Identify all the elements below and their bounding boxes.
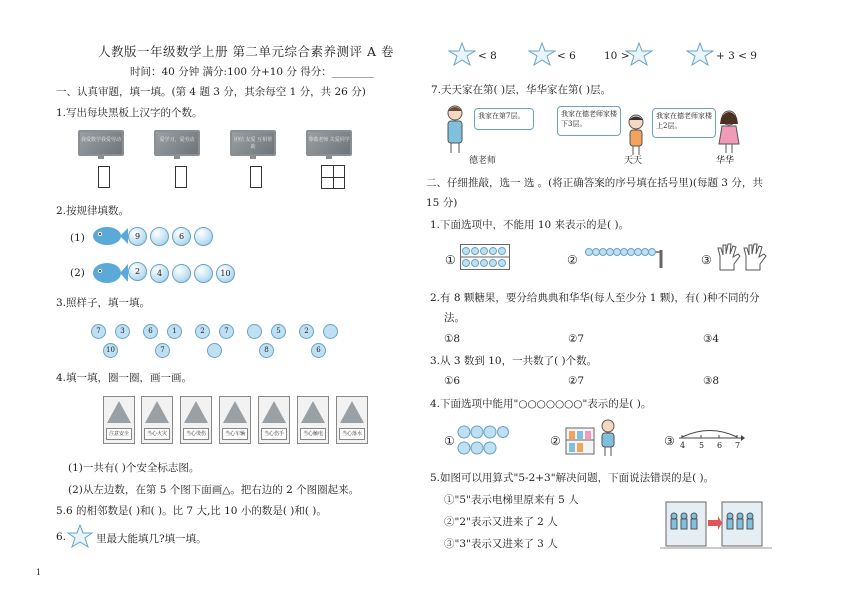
q2-row1-label: (1) xyxy=(70,232,85,244)
star-icon xyxy=(528,42,556,66)
teacher-figure xyxy=(440,103,470,155)
safety-sign: 注意安全 xyxy=(103,396,135,444)
safety-sign: 当心触电 xyxy=(297,396,329,444)
section-1-heading: 一、认真审题，填一填。(第 4 题 3 分，其余每空 1 分，共 26 分) xyxy=(56,86,366,98)
r1-option-1[interactable]: ① xyxy=(445,253,456,267)
balloon: 7 xyxy=(91,324,106,339)
question-6-number: 6. xyxy=(56,531,67,543)
question-4-2: (2)从左边数，在第 5 个图下面画△。把右边的 2 个图圈起来。 xyxy=(68,484,360,496)
balloon: 3 xyxy=(115,324,130,339)
boy-figure xyxy=(622,112,650,156)
question-5: 5.6 的相邻数是( )和( )。比 7 大,比 10 小的数是( )和( )。 xyxy=(56,505,327,517)
safety-sign: 当心烫伤 xyxy=(180,396,212,444)
r3-option-1[interactable]: ①6 xyxy=(444,375,461,387)
bubble[interactable] xyxy=(194,227,213,246)
bubble: 2 xyxy=(128,262,147,281)
blackboard-4: 尊敬老师 关爱同学 xyxy=(306,130,352,156)
fish-icon xyxy=(90,224,128,248)
star-icon xyxy=(67,524,93,548)
r3-option-3[interactable]: ③8 xyxy=(703,375,720,387)
safety-sign: 当心伤手 xyxy=(258,396,290,444)
balloon: 7 xyxy=(219,324,234,339)
question-4: 4.填一填，圈一圈，画一画。 xyxy=(56,372,193,384)
axis-tick-7: 7 xyxy=(735,441,741,450)
r5-option-1[interactable]: ①"5"表示电梯里原来有 5 人 xyxy=(444,494,579,506)
question-6: 里最大能填几?填一填。 xyxy=(96,533,207,545)
balloon: 2 xyxy=(195,324,210,339)
star-icon xyxy=(625,42,653,66)
axis-tick-4: 4 xyxy=(680,441,686,450)
answer-box-3[interactable] xyxy=(250,166,262,188)
question-2: 2.按规律填数。 xyxy=(56,205,130,217)
section-2-heading: 二、仔细推敲，选一 选 。(将正确答案的序号填在括号里)(每题 3 分，共 xyxy=(426,177,763,189)
number-line-icon xyxy=(677,428,745,442)
q2-row2-label: (2) xyxy=(70,267,85,279)
name-huahua: 华华 xyxy=(716,156,735,166)
star-icon xyxy=(686,42,714,66)
choice-question-1: 1.下面选项中，不能用 10 来表示的是( )。 xyxy=(430,219,630,231)
balloon: 2 xyxy=(299,324,314,339)
answer-box-4[interactable] xyxy=(321,165,345,189)
balloon[interactable] xyxy=(207,343,222,358)
name-tiantian: 天天 xyxy=(624,156,643,166)
question-3: 3.照样子，填一填。 xyxy=(56,297,151,309)
bubble: 6 xyxy=(172,227,191,246)
bubble[interactable] xyxy=(172,264,191,283)
page-number: 1 xyxy=(36,568,42,577)
balloon: 6 xyxy=(311,343,326,358)
axis-tick-6: 6 xyxy=(717,441,723,450)
r2-option-3[interactable]: ③4 xyxy=(703,333,720,345)
balloon: 1 xyxy=(167,324,182,339)
r1-option-3[interactable]: ③ xyxy=(701,253,712,267)
bubble: 10 xyxy=(216,264,235,283)
page-title: 人教版一年级数学上册 第二单元综合素养测评 A 卷 xyxy=(98,44,394,59)
balloon: 10 xyxy=(103,343,118,358)
shelf-and-boy-icon xyxy=(564,418,620,458)
exam-info: 时间：40 分钟 满分:100 分+10 分 得分：________ xyxy=(130,66,374,78)
star-icon xyxy=(448,42,476,66)
axis-tick-5: 5 xyxy=(699,441,705,450)
safety-sign: 当心火灾 xyxy=(141,396,173,444)
name-teacher: 德老师 xyxy=(469,156,497,166)
bubble[interactable] xyxy=(194,264,213,283)
blackboard-2: 爱学习，爱劳动 xyxy=(154,130,200,156)
safety-sign: 当心落水 xyxy=(336,396,368,444)
question-7: 7.天天家在第( )层，华华家在第( )层。 xyxy=(431,84,612,96)
r3-option-2[interactable]: ②7 xyxy=(568,375,585,387)
balloon: 6 xyxy=(143,324,158,339)
r4-option-2[interactable]: ② xyxy=(550,434,561,448)
girl-figure xyxy=(714,108,744,154)
bubble: 9 xyxy=(128,227,147,246)
balloon[interactable] xyxy=(323,324,338,339)
fish-icon xyxy=(90,260,128,286)
answer-box-1[interactable] xyxy=(98,166,110,188)
r5-option-3[interactable]: ③"3"表示又进来了 3 人 xyxy=(444,538,558,550)
elevator-scene-icon xyxy=(660,492,772,552)
star-inequality-2: < 6 xyxy=(557,50,576,62)
choice-question-5: 5.如图可以用算式"5-2+3"解决问题，下面说法错误的是( )。 xyxy=(430,472,715,484)
choice-question-2: 2.有 8 颗糖果，要分给典典和华华(每人至少分 1 颗)，有( )种不同的分 xyxy=(430,292,760,304)
r1-option-2[interactable]: ② xyxy=(567,253,578,267)
blackboard-1: 我爱数学我爱劳动 xyxy=(78,130,124,156)
choice-question-3: 3.从 3 数到 10，一共数了( )个数。 xyxy=(430,355,598,367)
bubble-faces-icon xyxy=(457,424,509,458)
bubble: 4 xyxy=(150,264,169,283)
speech-bubble-huahua: 我家在德老师家楼上2层。 xyxy=(652,108,716,138)
answer-box-2[interactable] xyxy=(175,166,187,188)
star-inequality-4: + 3 < 9 xyxy=(716,50,757,62)
balloon[interactable] xyxy=(247,324,262,339)
balloon: 5 xyxy=(271,324,286,339)
r2-option-1[interactable]: ①8 xyxy=(444,333,461,345)
safety-sign: 当心车辆 xyxy=(219,396,251,444)
balloon: 8 xyxy=(259,343,274,358)
question-1: 1.写出每块黑板上汉字的个数。 xyxy=(56,107,203,119)
speech-bubble-teacher: 我家在第7层。 xyxy=(474,108,534,130)
r2-option-2[interactable]: ②7 xyxy=(568,333,585,345)
question-4-1: (1)一共有( )个安全标志图。 xyxy=(68,462,200,474)
section-2-heading-cont: 15 分) xyxy=(426,197,458,209)
r5-option-2[interactable]: ②"2"表示又进来了 2 人 xyxy=(444,516,558,528)
star-inequality-3: 10 > xyxy=(604,50,630,62)
balloon: 7 xyxy=(155,343,170,358)
r4-option-3[interactable]: ③ xyxy=(664,434,675,448)
abacus-icon xyxy=(583,244,669,268)
balls-frame-icon xyxy=(460,244,510,270)
speech-bubble-tiantian: 我家在德老师家楼下3层。 xyxy=(557,106,621,136)
bubble[interactable] xyxy=(150,227,169,246)
choice-question-2-cont: 法。 xyxy=(444,312,465,324)
hands-icon xyxy=(716,242,770,272)
choice-question-4: 4.下面选项中能用"○○○○○○○"表示的是( )。 xyxy=(430,398,652,410)
blackboard-3: 团结 友爱 互相帮助 xyxy=(230,130,276,156)
star-inequality-1: < 8 xyxy=(478,50,497,62)
r4-option-1[interactable]: ① xyxy=(444,434,455,448)
